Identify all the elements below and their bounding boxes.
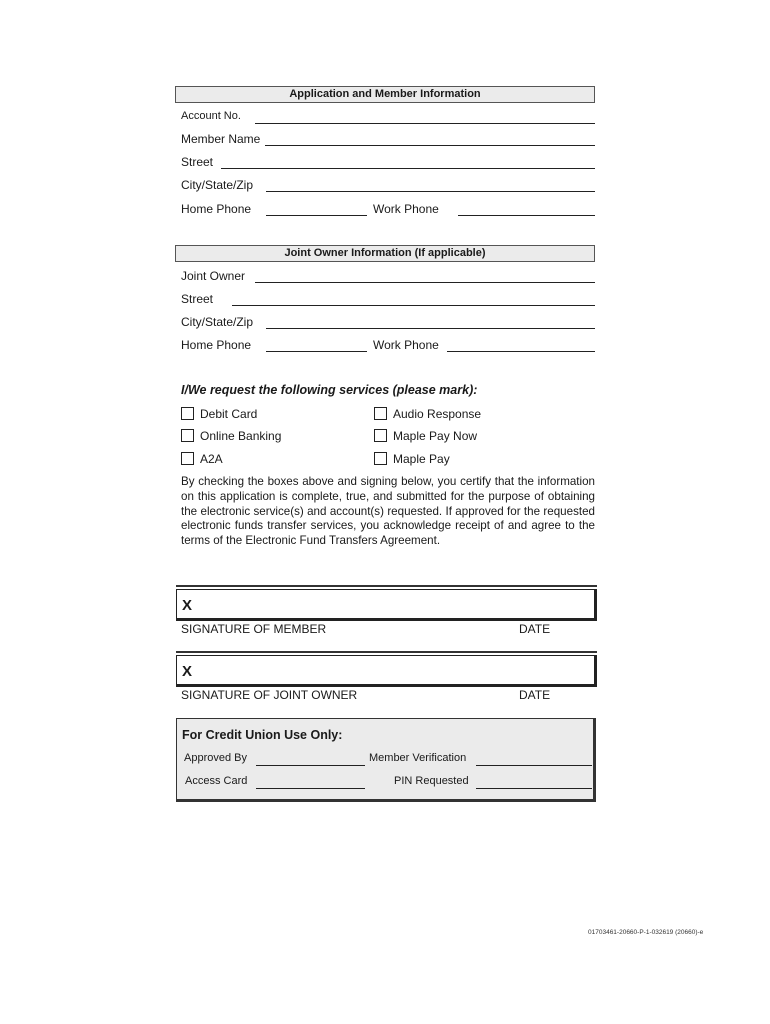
joint-street-field[interactable]: [232, 305, 595, 306]
online-banking-checkbox[interactable]: [181, 429, 194, 442]
service-option-online-banking[interactable]: [181, 428, 281, 444]
joint-owner-signature-box[interactable]: [176, 655, 597, 687]
joint-city-state-zip-label: City/State/Zip: [181, 315, 254, 329]
audio-response-label: Audio Response: [393, 407, 482, 421]
joint-work-phone-label: Work Phone: [373, 338, 439, 352]
form-code: 01703461-20660-P-1-032619 (20660)-e: [588, 929, 704, 936]
approved-by-label: Approved By: [184, 752, 247, 764]
member-name-field[interactable]: [265, 145, 595, 146]
city-state-zip-label: City/State/Zip: [181, 178, 254, 192]
service-option-audio-response[interactable]: [374, 406, 481, 422]
debit-card-checkbox[interactable]: [181, 407, 194, 420]
joint-phone-row: [181, 338, 595, 356]
audio-response-checkbox[interactable]: [374, 407, 387, 420]
city-state-zip-field[interactable]: [266, 191, 595, 192]
service-option-maple-pay-now[interactable]: [374, 428, 477, 444]
credit-union-use-box: [176, 718, 596, 802]
phone-row: [181, 202, 595, 220]
home-phone-field[interactable]: [266, 215, 367, 216]
access-card-label: Access Card: [185, 775, 248, 787]
service-option-debit-card[interactable]: [181, 406, 257, 422]
joint-owner-label: Joint Owner: [181, 269, 246, 283]
maple-pay-checkbox[interactable]: [374, 452, 387, 465]
work-phone-field[interactable]: [458, 215, 595, 216]
certification-text: By checking the boxes above and signing below, you certify that the information on this application is complete, true, and submitted for the purpose of obtaining the electronic service(s) and account(s) requested. If approved for the requested electronic funds transfer services, you acknowledge receipt of and agree to the terms of the Electronic Fund Transfers Agreement.: [181, 475, 595, 548]
joint-home-phone-field[interactable]: [266, 351, 367, 352]
joint-city-state-zip-field[interactable]: [266, 328, 595, 329]
joint-signature-rule: [176, 651, 597, 653]
home-phone-label: Home Phone: [181, 202, 252, 216]
joint-owner-date-label: DATE: [519, 688, 551, 702]
account-no-label: Account No.: [181, 110, 241, 122]
member-signature-box[interactable]: [176, 589, 597, 621]
a2a-checkbox[interactable]: [181, 452, 194, 465]
maple-pay-now-label: Maple Pay Now: [393, 429, 478, 443]
credit-union-use-title: For Credit Union Use Only:: [182, 728, 343, 742]
access-card-field[interactable]: [256, 788, 365, 789]
member-name-row: [181, 132, 595, 150]
joint-city-state-zip-row: [181, 315, 595, 333]
service-option-a2a[interactable]: [181, 451, 223, 467]
pin-requested-label: PIN Requested: [394, 775, 469, 787]
joint-owner-signature-mark: X: [182, 663, 193, 680]
joint-home-phone-label: Home Phone: [181, 338, 252, 352]
services-title: I/We request the following services (please mark):: [181, 383, 478, 397]
approved-by-field[interactable]: [256, 765, 365, 766]
member-verification-field[interactable]: [476, 765, 592, 766]
joint-owner-signature-label: SIGNATURE OF JOINT OWNER: [181, 688, 358, 702]
member-date-label: DATE: [519, 622, 551, 636]
member-signature-label: SIGNATURE OF MEMBER: [181, 622, 327, 636]
member-name-label: Member Name: [181, 132, 261, 146]
online-banking-label: Online Banking: [200, 429, 282, 443]
member-signature-rule: [176, 585, 597, 587]
joint-street-row: [181, 292, 595, 310]
street-field[interactable]: [221, 168, 595, 169]
member-verification-label: Member Verification: [369, 752, 467, 764]
debit-card-label: Debit Card: [200, 407, 258, 421]
street-label: Street: [181, 155, 214, 169]
joint-owner-field[interactable]: [255, 282, 595, 283]
joint-owner-section-header: Joint Owner Information (If applicable): [175, 245, 595, 262]
member-signature-mark: X: [182, 597, 193, 614]
maple-pay-label: Maple Pay: [393, 452, 450, 466]
joint-owner-row: [181, 269, 595, 287]
joint-street-label: Street: [181, 292, 214, 306]
account-no-row: [181, 110, 595, 128]
pin-requested-field[interactable]: [476, 788, 592, 789]
maple-pay-now-checkbox[interactable]: [374, 429, 387, 442]
street-row: [181, 155, 595, 173]
joint-work-phone-field[interactable]: [447, 351, 595, 352]
application-section-header: Application and Member Information: [175, 86, 595, 103]
service-option-maple-pay[interactable]: [374, 451, 450, 467]
work-phone-label: Work Phone: [373, 202, 439, 216]
a2a-label: A2A: [200, 452, 223, 466]
account-no-field[interactable]: [255, 123, 595, 124]
city-state-zip-row: [181, 178, 595, 196]
